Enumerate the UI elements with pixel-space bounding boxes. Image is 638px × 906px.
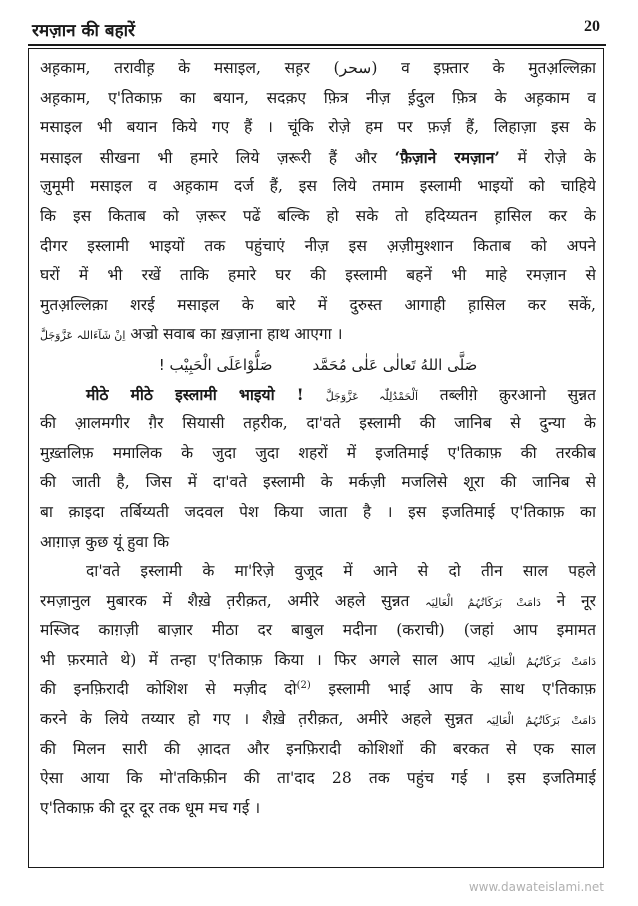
text-line: [40, 261, 596, 291]
line-text: में रोज़े के: [499, 148, 596, 167]
text-line: [40, 54, 596, 84]
arabic-phrase: دَامَتْ بَرَکَاتُہُمُ الْعَالِیَہ: [485, 714, 596, 728]
text-line: [40, 764, 596, 794]
line-text: ऐसा आया कि मो'तकिफ़ीन की ता'दाद 28 तक पहुंच गई । इस इजतिमाई: [40, 769, 596, 788]
line-text: अह़काम, तरावीह़ के मसाइल, सह़र (سحر) व इफ़्तार के मुतअ़ल्लिक़ा: [40, 59, 596, 77]
line-text: तब्लीग़े क़ुरआनो सुन्नत: [418, 385, 596, 404]
book-title: रमज़ान की बहारें: [32, 21, 135, 41]
address-emphasis: मीठे मीठे इस्लामी भाइयो !: [86, 384, 326, 404]
line-text: कि इस किताब को ज़रूर पढें बल्कि हो सके तो हदिय्यतन ह़ासिल कर के: [40, 206, 596, 225]
text-line: [40, 113, 596, 143]
text-line: [40, 143, 596, 173]
text-line: [40, 232, 596, 262]
line-text: दीगर इस्लामी भाइयों तक पहुंचाएं नीज़ इस अ़ज़ीमुश्शान किताब को अपने: [40, 236, 596, 255]
text-line: [40, 439, 596, 469]
text-line: [40, 409, 596, 439]
text-line: [40, 557, 596, 587]
text-line: [40, 380, 596, 410]
page-number: 20: [584, 18, 600, 35]
text-line: [40, 172, 596, 202]
arabic-phrase: دَامَتْ بَرَکَاتُہُمُ الْعَالِیَہ: [425, 595, 541, 609]
line-text: अह़काम, ए'तिकाफ़ का बयान, सदक़ए फ़ित्र नीज़ ई़दुल फ़ित्र के अह़काम व: [40, 88, 596, 107]
site-watermark: www.dawateislami.net: [468, 880, 604, 894]
text-line: [40, 646, 596, 676]
footnote-marker: (2): [296, 680, 311, 692]
line-text: ज़ुमूमी मसाइल व अह़काम दर्ज हैं, इस लिये तमाम इस्लामी भाइयों को चाहिये: [40, 177, 596, 196]
text-line: [40, 291, 596, 321]
body-text: [40, 54, 596, 823]
arabic-phrase: اَلْحَمْدُلِلّٰہ عَزَّوَجَلَّ: [325, 389, 419, 403]
salutation-call: صَلُّوْاعَلَی الْحَبِیْب !: [158, 355, 273, 374]
text-line: [40, 468, 596, 498]
line-text: आग़ाज़ कुछ यूं हुवा कि: [40, 532, 170, 551]
arabic-phrase: اِنْ شَآءَاللہ عَزَّوَجَلَّ: [40, 329, 126, 343]
text-line: [40, 794, 596, 824]
line-text: अज्रो सवाब का ख़ज़ाना हाथ आएगा ।: [125, 325, 343, 344]
page-header: [28, 14, 606, 42]
line-text: मुतअ़ल्लिक़ा शरई मसाइल के बारे में दुरुस्त आगाही ह़ासिल कर सकें,: [40, 295, 596, 314]
line-text: मस्जिद काग़ज़ी बाज़ार मीठा दर बाबुल मदीना (कराची) (जहां आप इमामत: [40, 621, 596, 640]
line-text: दा'वते इस्लामी के मा'रिज़े वुजूद में आने से दो तीन साल पहले: [86, 562, 596, 581]
text-line: [40, 202, 596, 232]
text-line: [40, 498, 596, 528]
line-text: भी फ़रमाते थे) में तन्हा ए'तिकाफ़ किया । फिर अगले साल आप: [40, 650, 487, 669]
line-text: मसाइल भी बयान किये गए हैं । चूंकि रोज़े हम पर फ़र्ज़ हैं, लिहाज़ा इस के: [40, 118, 596, 137]
text-line: [40, 320, 596, 350]
line-text: इस्लामी भाई आप के साथ ए'तिकाफ़: [310, 680, 596, 699]
line-text: ने नूर: [540, 591, 596, 610]
text-line: [40, 616, 596, 646]
line-text: की मिलन सारी की आ़दत और इनफ़िरादी कोशिशों की बरकत से एक साल: [40, 739, 596, 758]
salutation-response: صَلَّی اللهُ تَعالٰی عَلٰی مُحَمَّد: [312, 355, 478, 374]
text-line: [40, 705, 596, 735]
text-line: [40, 528, 596, 558]
text-line: [40, 587, 596, 617]
line-text: की आ़लमगीर ग़ैर सियासी तह़रीक, दा'वते इस्लामी की जानिब से दुन्या के: [40, 414, 596, 433]
line-text: की इनफ़िरादी कोशिश से मज़ीद दो: [40, 680, 297, 699]
line-text: करने के लिये तय्यार हो गए । शैख़े त़रीक़त, अमीरे अहले सुन्नत: [40, 710, 486, 729]
line-text: ए'तिकाफ़ की दूर दूर तक धूम मच गई ।: [40, 798, 261, 817]
text-line: [40, 735, 596, 765]
line-text: घरों में भी रखें ताकि हमारे घर की इस्लामी बहनें भी माहे रमज़ान से: [40, 266, 596, 285]
text-line: [40, 84, 596, 114]
text-line: [40, 675, 596, 705]
line-text: की जाती है, जिस में दा'वते इस्लामी के मर्कज़ी मजलिसे शूरा की जानिब से: [40, 473, 596, 492]
line-text: मुख़्तलिफ़ ममालिक के जुदा जुदा शहरों में इजतिमाई ए'तिकाफ़ की तरकीब: [40, 443, 596, 462]
line-text: रमज़ानुल मुबारक में शैख़े त़रीक़त, अमीरे अहले सुन्नत: [40, 591, 426, 610]
arabic-phrase: دَامَتْ بَرَکَاتُہُمُ الْعَالِیَہ: [486, 654, 596, 668]
line-text: बा क़ाइदा तर्बिय्यती जदवल पेश किया जाता है । इस इजतिमाई ए'तिकाफ़ का: [40, 502, 596, 521]
line-text: मसाइल सीखना भी हमारे लिये ज़रूरी हैं और: [40, 148, 395, 167]
salutation-line: [40, 350, 596, 380]
book-name-emphasis: ‘फ़ैज़ाने रमज़ान’: [394, 147, 500, 167]
header-rule: [28, 44, 606, 46]
